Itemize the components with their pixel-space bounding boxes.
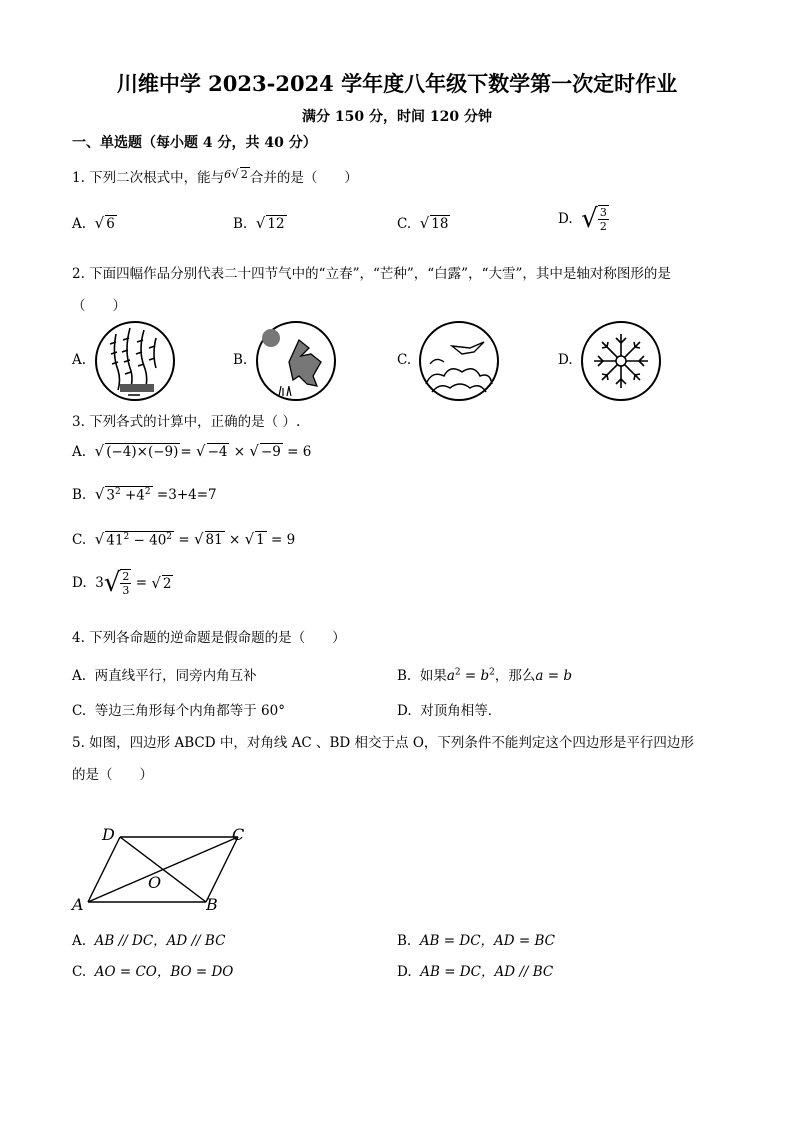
q1-option-d[interactable]: D. √ $\frac{3}{2}$: [558, 204, 607, 234]
q2-option-c-label[interactable]: C.: [397, 352, 412, 368]
question-1-stem: 1. 下列二次根式中，能与$^6$√ 2 合并的是（ ）: [72, 167, 358, 186]
question-5-stem-line1: 5. 如图，四边形 ABCD 中，对角线 AC 、BD 相交于点 O，下列条件不能判定这个四边形是平行四边形: [72, 735, 694, 751]
q5-option-b[interactable]: B. AB = DC，AD = BC: [397, 933, 555, 949]
vertex-label-b: B: [206, 895, 218, 914]
vertex-label-a: A: [72, 895, 84, 914]
lichun-willow-icon[interactable]: [94, 320, 176, 402]
mangzhong-icon[interactable]: [255, 320, 337, 402]
q3-option-c[interactable]: C. √ $41^2 - 40^2$ = √ 81 × √ 1 = 9: [72, 530, 296, 548]
daxue-snowflake-icon[interactable]: [580, 320, 662, 402]
side-da: [88, 837, 120, 902]
q1-option-c[interactable]: C. √ 18: [397, 214, 449, 232]
vertex-label-d: D: [102, 825, 115, 844]
q3-option-d[interactable]: D. 3√ $\frac{2}{3}$ = √ 2: [72, 568, 172, 598]
bailu-bird-cloud-icon[interactable]: [418, 320, 500, 402]
page-title: 川维中学 2023-2024 学年度八年级下数学第一次定时作业: [116, 71, 678, 96]
point-label-o: O: [148, 873, 162, 892]
q1-option-b[interactable]: B. √ 12: [233, 214, 285, 232]
diagonal-bd: [120, 837, 206, 902]
q4-option-c[interactable]: C. 等边三角形每个内角都等于 60°: [72, 703, 285, 719]
q5-option-a[interactable]: A. AB // DC，AD // BC: [72, 933, 226, 949]
page-subtitle: 满分 150 分，时间 120 分钟: [302, 109, 492, 125]
q5-option-c[interactable]: C. AO = CO，BO = DO: [72, 964, 234, 980]
question-2-stem-line2: （ ）: [72, 298, 126, 314]
q4-option-a[interactable]: A. 两直线平行，同旁内角互补: [72, 668, 257, 684]
question-3-stem: 3. 下列各式的计算中，正确的是（ ）.: [72, 414, 301, 430]
q3-option-b[interactable]: B. √ $3^2 +4^2 =3+4=7$: [72, 485, 217, 503]
question-5-stem-line2: 的是（ ）: [72, 767, 153, 783]
q4-option-d[interactable]: D. 对顶角相等．: [397, 703, 502, 719]
question-4-stem: 4. 下列各命题的逆命题是假命题的是（ ）: [72, 630, 346, 646]
q2-option-b-label[interactable]: B.: [233, 352, 248, 368]
q4-option-b[interactable]: B. 如果$a^2 = b^2$，那么a = b: [397, 667, 572, 684]
vertex-label-c: C: [232, 825, 245, 844]
q5-option-d[interactable]: D. AB = DC，AD // BC: [397, 964, 554, 980]
section-heading: 一、单选题（每小题 4 分，共 40 分）: [72, 135, 317, 151]
q1-option-a[interactable]: A. √ 6: [72, 214, 115, 232]
question-2-stem-line1: 2. 下面四幅作品分别代表二十四节气中的“立春”，“芒种”，“白露”，“大雪”，其中是轴对称图形的是: [72, 266, 671, 282]
q2-option-d-label[interactable]: D.: [558, 352, 573, 368]
side-bc: [206, 837, 238, 902]
q2-option-a-label[interactable]: A.: [72, 352, 87, 368]
parallelogram-figure: [66, 818, 256, 918]
q3-option-a[interactable]: A. √ (−4)×(−9) = √ −4 × √ −9 = 6: [72, 442, 312, 460]
